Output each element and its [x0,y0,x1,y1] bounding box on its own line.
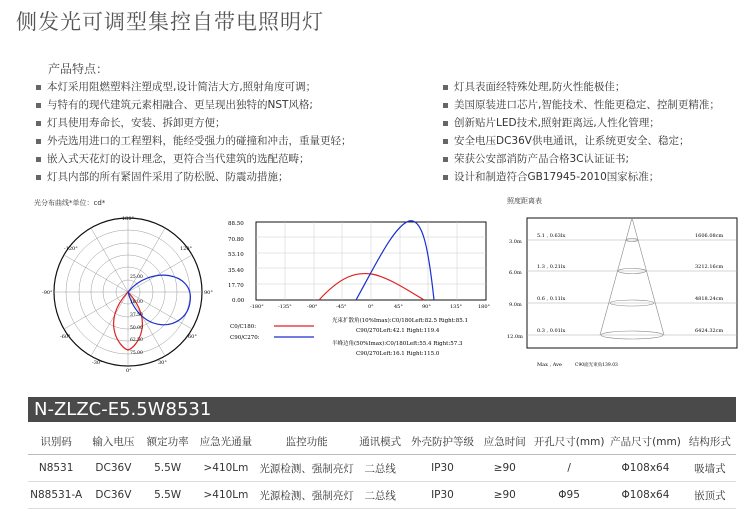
feature-item: 灯具表面经特殊处理,防火性能极佳； [443,78,743,96]
beam-angle-text: 光束扩散角(10%Imax):C0/180Left:82.5 Right:85.1 [332,318,468,324]
legend-label: C90/C270: [230,335,260,341]
y-tick-label: 88.50 [228,221,244,227]
table-header: 额定功率 [143,428,193,455]
intensity-line-chart [226,214,496,374]
model-number: N-ZLZC-E5.5W8531 [34,399,212,420]
table-header: 通讯模式 [354,428,406,455]
polar-angle: 180° [122,216,135,222]
table-header: 外壳防护等级 [406,428,478,455]
x-tick-label: -180° [250,304,264,310]
x-tick-label: -90° [307,304,318,310]
features-heading: 产品特点： [48,62,109,76]
table-cell: >410Lm [193,482,259,509]
x-tick-label: 135° [450,304,463,310]
bullet-icon [36,157,41,162]
bullet-icon [443,103,448,108]
table-cell: 二总线 [354,455,406,482]
table-header: 识别码 [28,428,84,455]
x-tick-label: 90° [422,304,431,310]
spec-table [28,428,736,509]
table-header: 应急时间 [479,428,531,455]
polar-angle: 60° [188,334,197,340]
illuminance-value: 0.3 , 0.01lx [537,328,566,334]
feature-item: 本灯采用阻燃塑料注塑成型,设计简洁大方,照射角度可调； [36,78,416,96]
table-cell: 5.5W [143,455,193,482]
height-label: 3.0m [509,239,522,245]
table-cell: 光源检测、强制亮灯 [259,482,354,509]
beam-angle-text: C90/270Left:42.1 Right:119.4 [356,328,440,334]
illuminance-value: 5.1 , 0.63lx [537,233,566,239]
feature-item: 设计和制造符合GB17945-2010国家标准； [443,168,743,186]
feature-item: 外壳选用进口的工程塑料，能经受强力的碰撞和冲击，重量更轻； [36,132,416,150]
legend-label: C0/C180: [230,324,257,330]
table-cell: ≥90 [479,482,531,509]
table-cell: >410Lm [193,455,259,482]
diameter-value: 6424.32cm [695,328,724,334]
polar-ring-label: 62.50 [130,338,143,343]
diameter-value: 1606.08cm [695,233,724,239]
table-header: 输入电压 [84,428,142,455]
polar-ring-label: 25.00 [130,275,143,280]
half-angle-text: 半峰边角(50%Imax):C0/180Left:55.4 Right:57.3 [332,341,463,347]
table-cell: DC36V [84,455,142,482]
series-c0-line [319,274,424,300]
table-cell: 5.5W [143,482,193,509]
bullet-icon [36,103,41,108]
feature-item: 与特有的现代建筑元素相融合、更呈现出独特的NST风格; [36,96,416,114]
illuminance-footer: Max , Ave [537,362,562,368]
table-cell: Φ108x64 [607,482,683,509]
feature-item: 美国原装进口芯片,智能技术、性能更稳定、控制更精准； [443,96,743,114]
series-c90-line [356,221,434,300]
y-tick-label: 70.80 [228,237,244,243]
polar-diagram [30,210,230,374]
polar-ring-label: 75.00 [130,351,143,356]
features-right [443,78,743,186]
table-header: 结构形式 [684,428,736,455]
y-tick-label: 0.00 [232,298,245,304]
table-cell: Φ95 [531,482,607,509]
polar-label: 光分布曲线*单位：cd* [34,199,106,207]
table-header-row [28,428,736,455]
polar-angle: 30° [158,360,167,366]
bullet-icon [443,121,448,126]
table-cell: ≥90 [479,455,531,482]
table-cell: 嵌顶式 [684,482,736,509]
x-tick-label: 0° [368,304,374,310]
diameter-value: 4818.24cm [695,296,724,302]
table-header: 开孔尺寸(mm) [531,428,607,455]
bullet-icon [36,85,41,90]
feature-item: 荣获公安部消防产品合格3C认证证书; [443,150,743,168]
y-tick-label: 35.40 [228,268,244,274]
x-tick-label: 180° [478,304,491,310]
page-title: 侧发光可调型集控自带电照明灯 [16,10,324,34]
feature-item: 灯具使用寿命长，安装、拆卸更方便； [36,114,416,132]
table-cell: / [531,455,607,482]
bullet-icon [36,175,41,180]
table-header: 应急光通量 [193,428,259,455]
feature-item: 创新贴片LED技术,照射距离远,人性化管理； [443,114,743,132]
table-cell: N88531-A [28,482,84,509]
polar-angle: 120° [180,246,193,252]
table-header: 监控功能 [259,428,354,455]
height-label: 9.0m [509,302,522,308]
polar-ring-label: 18.00 [130,300,143,305]
polar-angle: -90° [42,290,53,296]
bullet-icon [443,139,448,144]
bullet-icon [443,85,448,90]
table-cell: DC36V [84,482,142,509]
table-header: 产品尺寸(mm) [607,428,683,455]
feature-item: 灯具内部的所有紧固件采用了防松脱、防震动措施； [36,168,416,186]
polar-ring-label: 50.00 [130,326,143,331]
illuminance-value: 0.6 , 0.11lx [537,296,566,302]
polar-angle: 0° [126,368,132,374]
bullet-icon [36,121,41,126]
half-angle-text: C90/270Left:16.1 Right:115.0 [356,351,440,357]
model-bar [28,397,736,422]
table-cell: Φ108x64 [607,455,683,482]
illuminance-footer: C90面光束角139.03 [575,363,618,368]
height-label: 12.0m [507,334,523,340]
height-label: 6.0m [509,270,522,276]
feature-item: 安全电压DC36V供电通讯，让系统更安全、稳定； [443,132,743,150]
polar-angle: -30° [92,360,103,366]
table-cell: 吸墙式 [684,455,736,482]
polar-angle: 90° [204,290,213,296]
table-row [28,482,736,509]
features-left [36,78,416,186]
polar-angle: -60° [60,334,71,340]
table-cell: IP30 [406,482,478,509]
polar-ring-label: 37.50 [130,313,143,318]
x-tick-label: -135° [278,304,292,310]
illuminance-label: 照度距离表 [507,197,542,205]
bullet-icon [443,175,448,180]
illuminance-diagram [505,208,745,380]
illuminance-value: 1.3 , 0.21lx [537,264,566,270]
table-cell: IP30 [406,455,478,482]
y-tick-label: 53.10 [228,252,244,258]
bullet-icon [443,157,448,162]
table-cell: 光源检测、强制亮灯 [259,455,354,482]
table-row [28,455,736,482]
polar-angle: -120° [64,246,78,252]
table-cell: 二总线 [354,482,406,509]
feature-item: 嵌入式天花灯的设计理念，更符合当代建筑的选配范畴； [36,150,416,168]
bullet-icon [36,139,41,144]
table-cell: N8531 [28,455,84,482]
diameter-value: 3212.16cm [695,264,724,270]
y-tick-label: 17.70 [228,283,244,289]
x-tick-label: -45° [336,304,347,310]
x-tick-label: 45° [394,304,403,310]
